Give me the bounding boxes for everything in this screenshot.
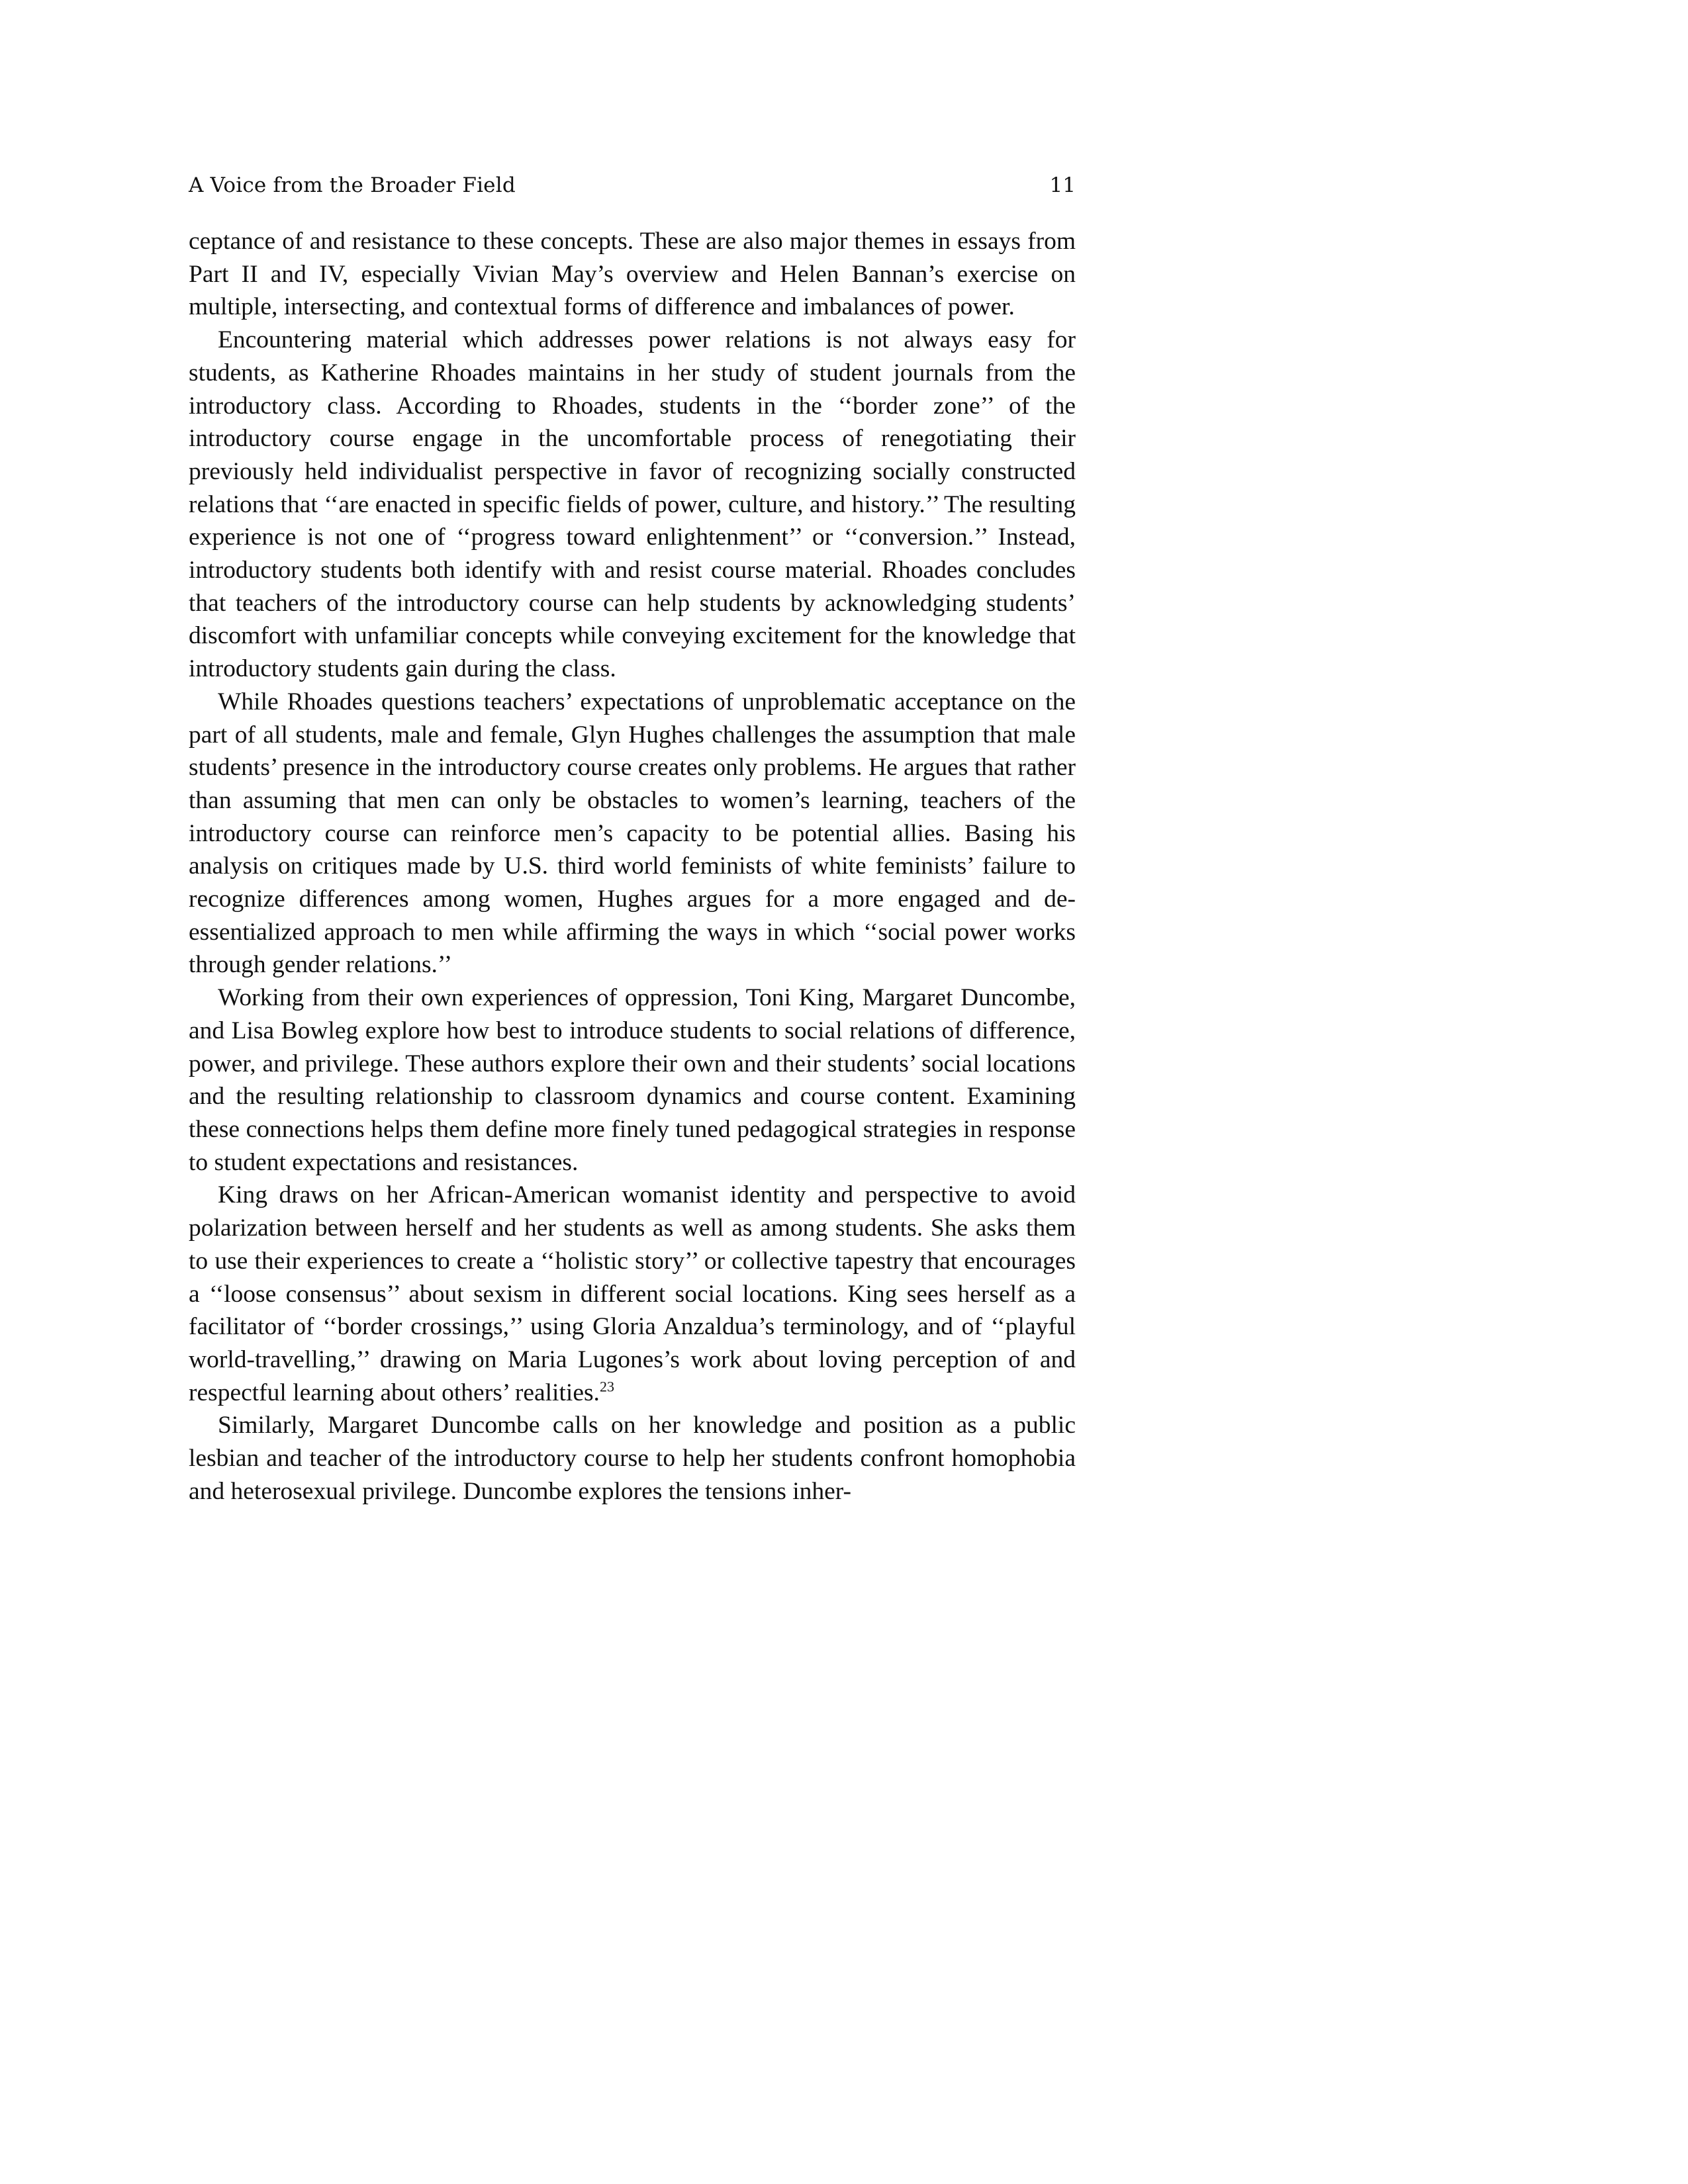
paragraph-duncombe: Similarly, Margaret Duncombe calls on her knowledge and position as a public lesbian and teacher of the introductory course to help her students confront homophobia and heterosexual privilege. Duncombe explores the tensions inher- [189,1412,1076,1505]
paragraph-king-text: King draws on her African-American womanist identity and perspective to avoid polarization between herself and her students as well as among students. She asks them to use their experiences to create a ‘‘holistic story’’ or collective tapestry that encourages a ‘‘loose consensus’’ about sexism in different social locations. King sees herself as a facilitator of ‘‘border crossings,’’ using Gloria Anzaldua’s terminology, and of ‘‘playful world-travelling,’’ drawing on Maria Lugones’s work about loving perception of and respectful learning about others’ realities. [189,1181,1076,1406]
book-page [189,165,1076,1508]
paragraph-continued: ceptance of and resistance to these concepts. These are also major themes in essays from Part II and IV, especially Vivian May’s overview and Helen Bannan’s exercise on multiple, intersecting, and contextual forms of difference and imbalances of power. [189,228,1076,321]
body-text [189,225,1076,1508]
footnote-reference: 23 [599,1378,614,1395]
paragraph-rhoades: Encountering material which addresses power relations is not always easy for students, as Katherine Rhoades maintains in her study of student journals from the introductory class. According to Rhoades, students in the ‘‘border zone’’ of the introductory course engage in the uncomfortable process of renegotiating their previously held individualist perspective in favor of recognizing socially constructed relations that ‘‘are enacted in specific fields of power, culture, and history.’’ The resulting experience is not one of ‘‘progress toward enlightenment’’ or ‘‘conversion.’’ Instead, introductory students both identify with and resist course material. Rhoades concludes that teachers of the introductory course can help students by acknowledging students’ discomfort with unfamiliar concepts while conveying excitement for the knowledge that introductory students gain during the class. [189,326,1076,683]
paragraph-king [189,1179,1076,1409]
page-number: 11 [1049,173,1076,197]
paragraph-oppression: Working from their own experiences of oppression, Toni King, Margaret Duncombe, and Lisa Bowleg explore how best to introduce students to social relations of difference, power, and privilege. These authors explore their own and their students’ social locations and the resulting relationship to classroom dynamics and course content. Examining these connections helps them define more finely tuned pedagogical strategies in response to student expectations and resistances. [189,984,1076,1176]
running-head [189,165,1076,205]
paragraph-hughes: While Rhoades questions teachers’ expectations of unproblematic acceptance on the part of all students, male and female, Glyn Hughes challenges the assumption that male students’ presence in the introductory course creates only problems. He argues that rather than assuming that men can only be obstacles to women’s learning, teachers of the introductory course can reinforce men’s capacity to be potential allies. Basing his analysis on critiques made by U.S. third world feminists of white feminists’ failure to recognize differences among women, Hughes argues for a more engaged and de-essentialized approach to men while affirming the ways in which ‘‘social power works through gender relations.’’ [189,688,1076,979]
running-head-title: A Voice from the Broader Field [189,173,516,197]
